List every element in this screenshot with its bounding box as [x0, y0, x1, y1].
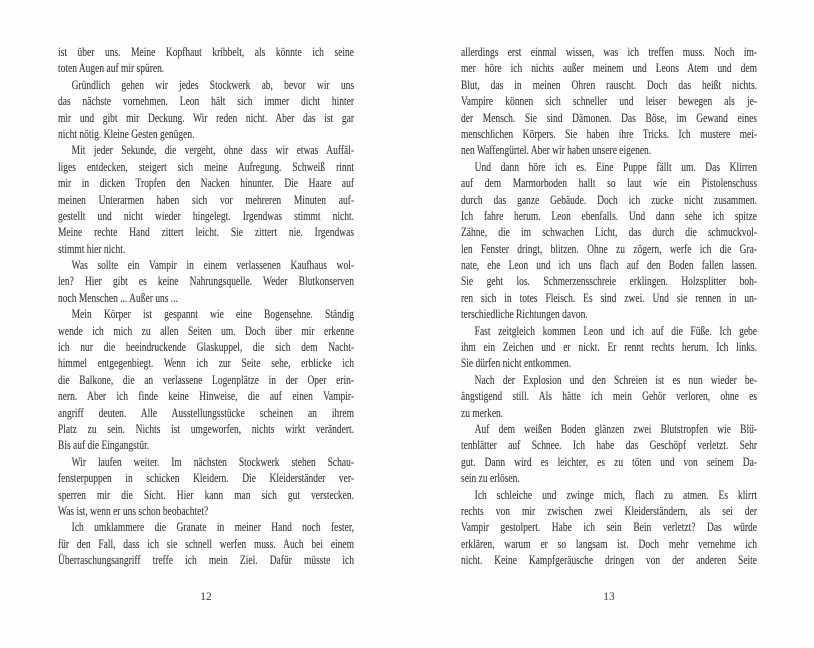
text-line: durch das ganze Gebäude. Doch ich zucke nicht zusammen.: [461, 192, 758, 207]
text-line: mer höre ich nichts außer meinem und Leons Atem und dem: [461, 61, 758, 76]
text-line: Bis auf die Eingangstür.: [58, 438, 150, 453]
text-line: len Fenster dringt, blitzen. Ohne zu zögern, werfe ich die Gra-: [461, 241, 758, 256]
text-line: Zähne, die im schwachen Licht, das durch die schmuckvol-: [461, 225, 758, 240]
text-line: mir in dicken Tropfen den Nacken hinunter. Die Haare auf: [58, 176, 355, 191]
text-line: angriff deuten. Alle Ausstellungsstücke scheinen an ihrem: [58, 405, 355, 420]
text-line: der Mensch. Sie sind Dämonen. Das Böse, im Gewand eines: [461, 110, 758, 125]
text-line: Sie geht los. Schmerzensschreie erklingen. Holzsplitter boh-: [461, 274, 758, 289]
text-line: ich nur die beeindruckende Glaskuppel, die sich dem Nacht-: [58, 340, 355, 355]
text-line: Ich fahre herum. Leon ebenfalls. Und dann sehe ich spitze: [461, 208, 758, 223]
text-line: mir und gibt mir Deckung. Wir reden nicht. Aber das ist gar: [58, 110, 355, 125]
text-line: sperren mir die Sicht. Hier kann man sich gut verstecken.: [58, 487, 355, 502]
text-line: ihm ein Zeichen und er nickt. Er rennt rechts herum. Ich links.: [461, 340, 758, 355]
text-line: nicht nötig. Kleine Gesten genügen.: [58, 126, 195, 141]
page-number-right: 13: [603, 591, 615, 603]
text-line: Mit jeder Sekunde, die vergeht, ohne dass wir etwas Auffäl-: [71, 143, 355, 158]
text-line: Und dann höre ich es. Eine Puppe fällt um. Das Klirren: [474, 159, 758, 174]
text-line: himmel entgegenbiegt. Wenn ich zur Seite sehe, erblicke ich: [58, 356, 355, 371]
text-line: sein zu erlösen.: [461, 471, 520, 486]
text-line: gut. Dann wird es leichter, es zu töten und von seinem Da-: [461, 454, 758, 469]
text-line: Platz zu sein. Nichts ist umgeworfen, nichts wirkt verändert.: [58, 421, 355, 436]
page-left: [58, 44, 354, 624]
text-line: nern. Aber ich finde keine Hinweise, die auf einen Vampir-: [58, 389, 355, 404]
text-line: auf dem Marmorboden hallt so laut wie ein Pistolenschuss: [461, 176, 758, 191]
page-right: [461, 44, 757, 624]
text-line: nicht. Keine Kampfgeräusche dringen von der anderen Seite: [461, 553, 758, 568]
page-right-text: [461, 44, 757, 569]
text-line: Vampire können sich schneller und leiser bewegen als je-: [461, 94, 758, 109]
text-line: für den Fall, dass ich sie schnell werfen muss. Auch bei einem: [58, 536, 355, 551]
text-line: ren sich in totes Fleisch. Es sind zwei. Und sie rennen in un-: [461, 290, 758, 305]
text-line: noch Menschen ... Außer uns ...: [58, 290, 178, 305]
text-line: Wir laufen weiter. Im nächsten Stockwerk stehen Schau-: [71, 454, 355, 469]
text-line: Was ist, wenn er uns schon beobachtet?: [58, 503, 209, 518]
page-number-left: 12: [200, 591, 212, 603]
text-line: len? Hier gibt es keine Nahrungsquelle. Weder Blutkonserven: [58, 274, 355, 289]
text-line: Blut, das in meinen Ohren rauscht. Doch das heißt nichts.: [461, 77, 758, 92]
text-line: meinen Unterarmen haben sich vor mehreren Minuten auf-: [58, 192, 355, 207]
text-line: erklären, warum er so langsam ist. Doch mehr vernehme ich: [461, 536, 758, 551]
text-line: wende ich mich zu allen Seiten um. Doch über mir erkenne: [58, 323, 355, 338]
text-line: Ich umklammere die Granate in meiner Hand noch fester,: [71, 520, 355, 535]
text-line: Meine rechte Hand zittert leicht. Sie zittert nie. Irgendwas: [58, 225, 355, 240]
text-line: Fast zeitgleich kommen Leon und ich auf die Füße. Ich gebe: [474, 323, 758, 338]
text-line: zu merken.: [461, 405, 504, 420]
text-line: ist über uns. Meine Kopfhaut kribbelt, als könnte ich seine: [58, 45, 355, 59]
text-line: Nach der Explosion und den Schreien ist es nun wieder be-: [474, 372, 758, 387]
page-left-text: [58, 44, 354, 569]
text-line: Gründlich gehen wir jedes Stockwerk ab, bevor wir uns: [71, 77, 355, 92]
text-line: tenblätter auf Schnee. Ich habe das Geschöpf verletzt. Sehr: [461, 438, 758, 453]
text-line: Mein Körper ist gespannt wie eine Bogensehne. Ständig: [71, 307, 355, 322]
text-line: ängstigend still. Als hätte ich mein Gehör verloren, ohne es: [461, 389, 758, 404]
text-line: allerdings erst einmal wissen, was ich treffen muss. Noch im-: [461, 45, 758, 59]
text-line: rechts von mir zwischen zwei Kleiderständern, als sei der: [461, 503, 758, 518]
text-line: Überraschungsangriff treffe ich mein Ziel. Dafür müsste ich: [58, 553, 355, 568]
text-line: nate, ehe Leon und ich uns flach auf den Boden fallen lassen.: [461, 258, 758, 273]
text-line: gestellt und nicht wieder hingelegt. Irgendwas stimmt nicht.: [58, 208, 355, 223]
text-line: stimmt hier nicht.: [58, 241, 126, 256]
text-line: Vampir gestolpert. Habe ich sein Bein verletzt? Das würde: [461, 520, 758, 535]
text-line: liges entdecken, steigert sich meine Aufregung. Schweiß rinnt: [58, 159, 355, 174]
text-line: terschiedliche Richtungen davon.: [461, 307, 588, 322]
text-line: nen Waffengürtel. Aber wir haben unsere eigenen.: [461, 143, 652, 158]
text-line: Auf dem weißen Boden glänzen zwei Blutstropfen wie Blü-: [474, 421, 758, 436]
text-line: fensterpuppen in schicken Kleidern. Die Kleiderständer ver-: [58, 471, 355, 486]
text-line: Sie dürfen nicht entkommen.: [461, 356, 572, 371]
text-line: toten Augen auf mir spüren.: [58, 61, 165, 76]
text-line: die Balkone, die an verlassene Logenplätze in der Oper erin-: [58, 372, 355, 387]
text-line: Was sollte ein Vampir in einem verlassenen Kaufhaus wol-: [71, 258, 355, 273]
text-line: Ich schleiche und zwinge mich, flach zu atmen. Es klirrt: [474, 487, 758, 502]
text-line: das nächste vornehmen. Leon hält sich immer dicht hinter: [58, 94, 355, 109]
text-line: menschlichen Körpers. Sie haben ihre Tricks. Ich mustere mei-: [461, 126, 758, 141]
